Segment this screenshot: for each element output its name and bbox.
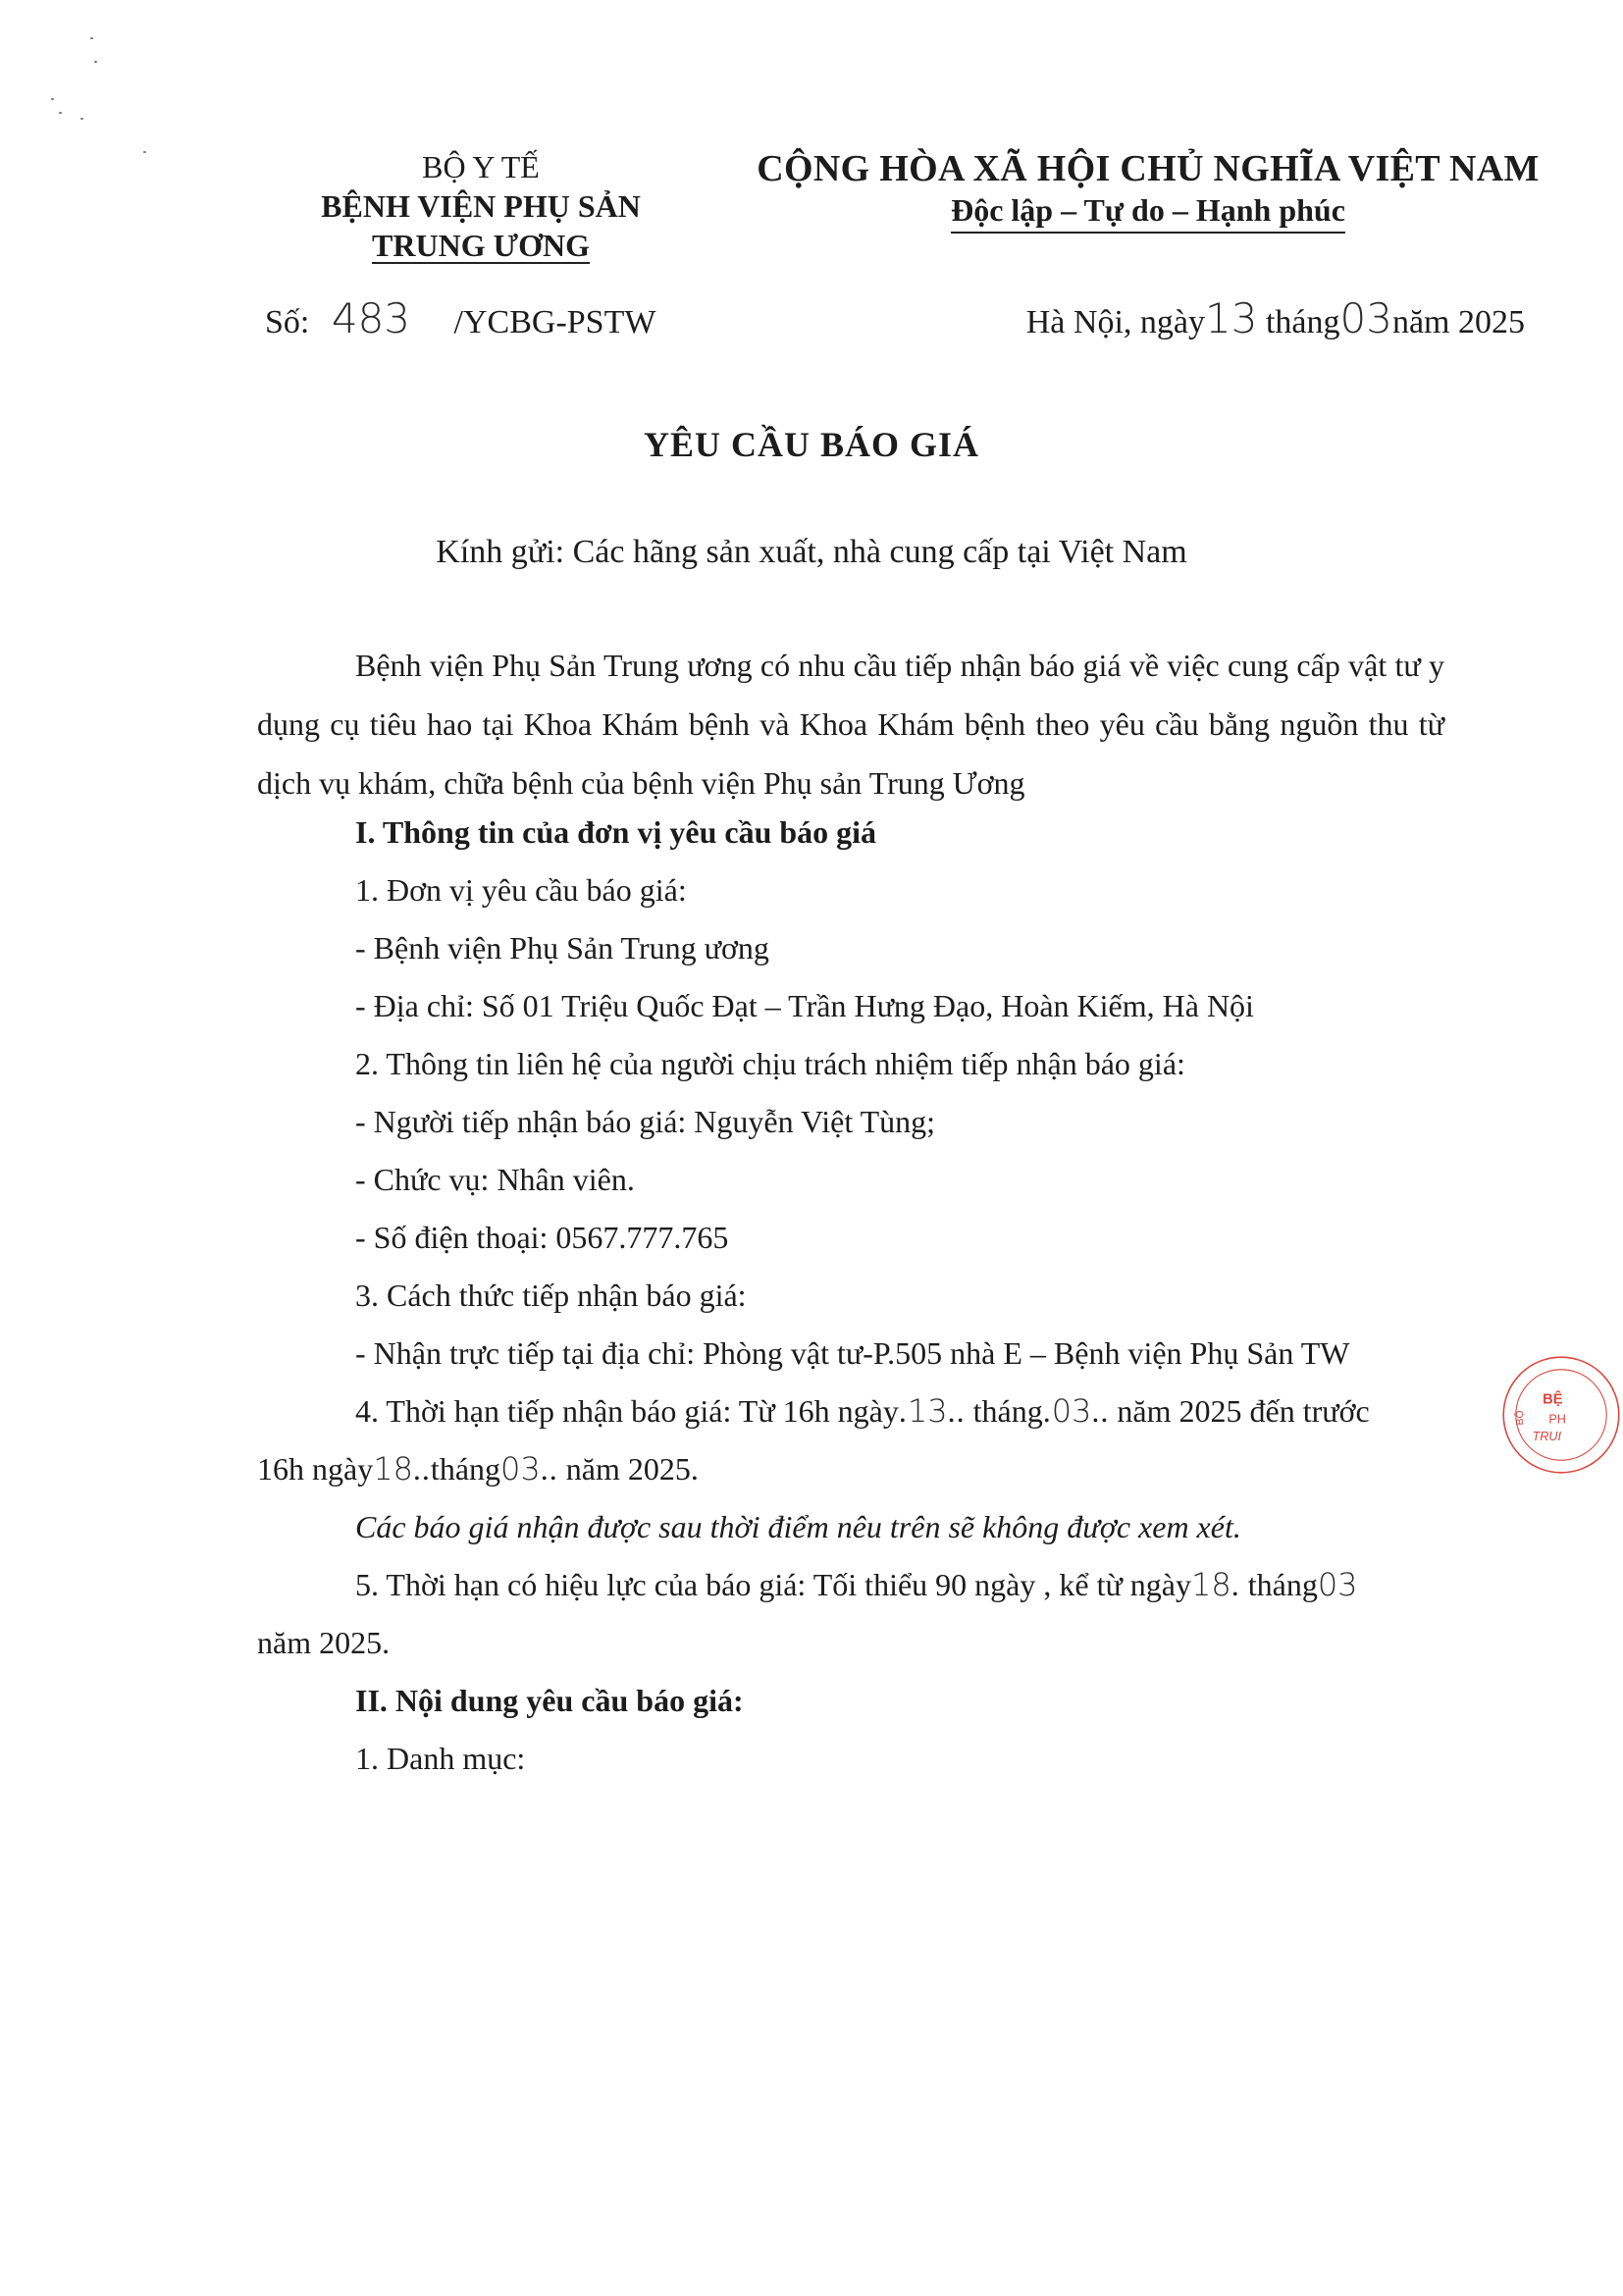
greeting: Kính gửi: Các hãng sản xuất, nhà cung cấp tại Việt Nam	[436, 534, 1187, 570]
scan-speck	[59, 112, 62, 114]
section1-item5-line1: 5. Thời hạn có hiệu lực của báo giá: Tối thiểu 90 ngày , kể từ ngày18. tháng03	[355, 1566, 1358, 1603]
section1-item3: 3. Cách thức tiếp nhận báo giá:	[355, 1278, 747, 1313]
hospital-name-line1: BỆNH VIỆN PHỤ SẢN	[321, 188, 641, 224]
issuing-authority	[245, 147, 716, 265]
section2-item1: 1. Danh mục:	[355, 1741, 526, 1776]
deadline-note: Các báo giá nhận được sau thời điểm nêu trên sẽ không được xem xét.	[355, 1509, 1241, 1544]
document-date	[1026, 294, 1525, 347]
document-title: YÊU CẦU BÁO GIÁ	[643, 425, 980, 464]
ministry-name: BỘ Y TẾ	[422, 149, 540, 184]
item4-text-d: 16h ngày	[257, 1451, 374, 1487]
date-month-handwritten: 03	[1339, 294, 1392, 342]
date-day-handwritten: 13	[1205, 294, 1258, 342]
nation-name: CỘNG HÒA XÃ HỘI CHỦ NGHĨA VIỆT NAM	[757, 148, 1540, 189]
stamp-text-3: TRUI	[1532, 1430, 1561, 1444]
item4-month-from: 03	[1051, 1392, 1092, 1430]
national-motto: Độc lập – Tự do – Hạnh phúc	[951, 190, 1345, 234]
item4-text-a: 4. Thời hạn tiếp nhận báo giá: Từ 16h ngày	[355, 1393, 899, 1429]
section1-item4-line2: 16h ngày18..tháng03.. năm 2025.	[257, 1450, 699, 1487]
item4-text-e: tháng	[430, 1451, 501, 1487]
scan-speck	[94, 61, 97, 63]
national-title	[726, 147, 1570, 234]
hospital-stamp	[1499, 1297, 1623, 1533]
unit-address: - Địa chỉ: Số 01 Triệu Quốc Đạt – Trần Hưng Đạo, Hoàn Kiếm, Hà Nội	[355, 988, 1254, 1023]
reference-number	[265, 294, 655, 347]
item4-text-f: năm 2025.	[557, 1451, 699, 1487]
item5-month: 03	[1317, 1566, 1358, 1603]
date-month-label: tháng	[1265, 304, 1340, 340]
section1-item2: 2. Thông tin liên hệ của người chịu trách nhiệm tiếp nhận báo giá:	[355, 1046, 1185, 1081]
stamp-text-1: BỆ	[1543, 1391, 1563, 1408]
scan-speck	[51, 98, 54, 100]
item5-text-b: tháng	[1239, 1567, 1318, 1602]
section1-item1: 1. Đơn vị yêu cầu báo giá:	[355, 872, 687, 908]
scan-speck	[80, 118, 83, 120]
hospital-name-line2: TRUNG ƯƠNG	[372, 228, 590, 263]
stamp-text-2: PH	[1548, 1412, 1566, 1427]
intro-paragraph: Bệnh viện Phụ Sản Trung ương có nhu cầu tiếp nhận báo giá về việc cung cấp vật tư y dụng cụ tiêu hao tại Khoa Khám bệnh và Khoa Khám bệnh theo yêu cầu bằng nguồn thu từ dịch vụ khám, chữa bệnh của bệnh viện Phụ sản Trung Ương	[257, 648, 1444, 801]
stamp-side-text: BỘ	[1514, 1410, 1527, 1426]
section1-item4-line1: 4. Thời hạn tiếp nhận báo giá: Từ 16h ngày.13.. tháng.03.. năm 2025 đến trước	[355, 1392, 1370, 1430]
section1-heading: I. Thông tin của đơn vị yêu cầu báo giá	[355, 814, 877, 850]
item4-day-from: 13	[907, 1392, 948, 1430]
reference-suffix: /YCBG-PSTW	[453, 304, 656, 340]
item4-month-to: 03	[500, 1450, 541, 1487]
scan-speck	[90, 37, 93, 39]
unit-name: - Bệnh viện Phụ Sản Trung ương	[355, 930, 769, 965]
item4-day-to: 18	[373, 1450, 413, 1487]
item4-text-c: năm 2025 đến trước	[1109, 1393, 1370, 1429]
reference-prefix: Số:	[265, 304, 310, 340]
item5-day: 18	[1191, 1566, 1231, 1603]
item5-text-a: 5. Thời hạn có hiệu lực của báo giá: Tối thiểu 90 ngày , kể từ ngày	[355, 1567, 1191, 1602]
receiver-position: - Chức vụ: Nhân viên.	[355, 1162, 635, 1197]
scan-speck	[143, 151, 146, 153]
receiver-phone: - Số điện thoại: 0567.777.765	[355, 1220, 729, 1255]
item4-text-b: tháng	[965, 1393, 1043, 1429]
date-place: Hà Nội, ngày	[1025, 304, 1205, 340]
section2-heading: II. Nội dung yêu cầu báo giá:	[355, 1683, 744, 1718]
section1-item5-line2: năm 2025.	[257, 1625, 391, 1660]
reference-number-handwritten: 483	[331, 294, 411, 342]
date-year: năm 2025	[1391, 304, 1525, 340]
receive-method: - Nhận trực tiếp tại địa chỉ: Phòng vật tư-P.505 nhà E – Bệnh viện Phụ Sản TW	[355, 1335, 1350, 1371]
receiver-name: - Người tiếp nhận báo giá: Nguyễn Việt Tùng;	[355, 1104, 936, 1139]
